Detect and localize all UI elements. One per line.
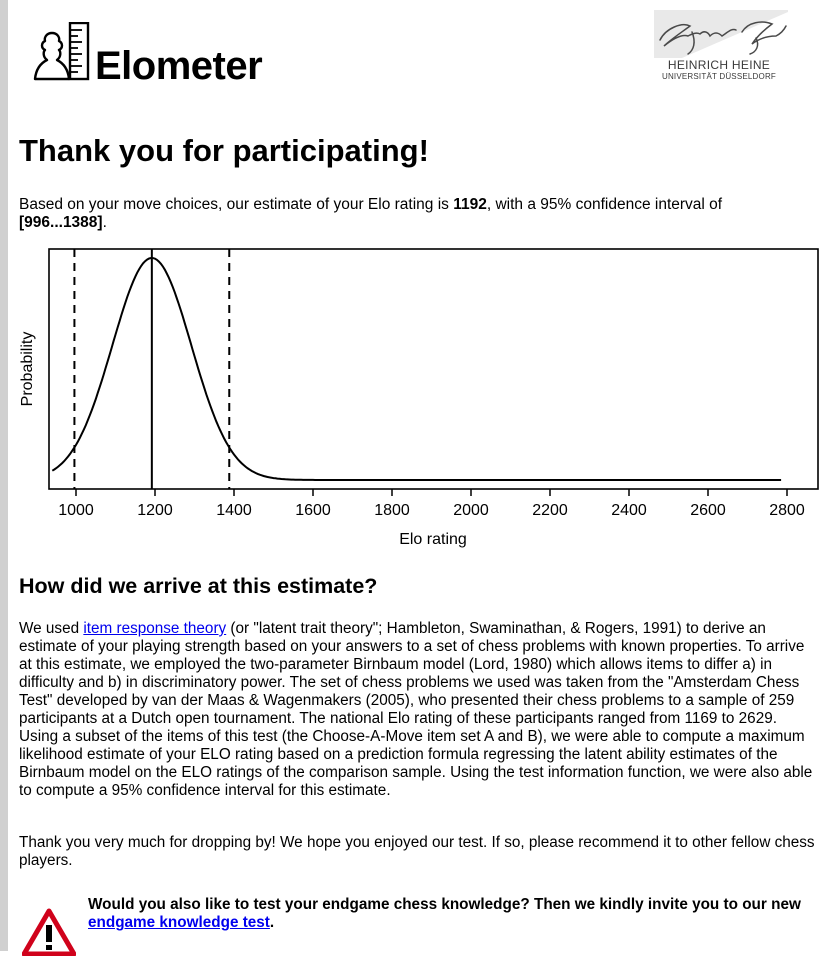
warning-icon xyxy=(22,908,76,956)
university-name: HEINRICH HEINE xyxy=(667,58,771,72)
estimate-text xyxy=(19,196,809,232)
estimate-middle: , with a 95% confidence interval of xyxy=(486,196,723,213)
x-tick-label: 2000 xyxy=(453,502,489,519)
confidence-interval-value: [996...1388] xyxy=(19,214,103,231)
estimate-prefix: Based on your move choices, our estimate of your Elo rating is xyxy=(19,196,454,213)
x-tick-label: 1000 xyxy=(58,502,94,519)
x-tick-label: 2800 xyxy=(769,502,805,519)
method-paragraph xyxy=(19,620,819,800)
x-tick-label: 1200 xyxy=(137,502,173,519)
x-axis-tick-labels xyxy=(58,502,805,519)
x-tick-label: 1600 xyxy=(295,502,331,519)
method-heading: How did we arrive at this estimate? xyxy=(19,574,378,598)
x-tick-label: 1400 xyxy=(216,502,252,519)
reference-lines xyxy=(74,249,229,489)
thanks-paragraph: Thank you very much for dropping by! We hope you enjoyed our test. If so, please recommend it to other fellow chess players. xyxy=(19,834,815,869)
logo-text: Elometer xyxy=(95,44,263,88)
signature-icon xyxy=(652,10,788,58)
probability-curve xyxy=(52,258,781,480)
endgame-test-link[interactable]: endgame knowledge test xyxy=(88,914,270,931)
invite-text: Would you also like to test your endgame chess knowledge? Then we kindly invite you to our new xyxy=(88,896,801,913)
x-tick-label: 2200 xyxy=(532,502,568,519)
plot-frame xyxy=(49,249,818,489)
x-tick-label: 1800 xyxy=(374,502,410,519)
y-axis-label: Probability xyxy=(19,331,36,407)
elo-estimate-value: 1192 xyxy=(453,196,487,213)
x-tick-label: 2400 xyxy=(611,502,647,519)
x-axis-label: Elo rating xyxy=(399,531,467,548)
page-title: Thank you for participating! xyxy=(19,133,429,168)
x-tick-label: 2600 xyxy=(690,502,726,519)
chess-pawn-ruler-icon xyxy=(33,22,93,82)
invite-suffix: . xyxy=(269,914,275,931)
university-subtitle: UNIVERSITÄT DÜSSELDORF xyxy=(661,72,777,81)
x-axis-ticks xyxy=(76,489,787,496)
endgame-invite xyxy=(88,896,808,932)
estimate-suffix: . xyxy=(102,214,107,231)
method-after-link: (or "latent trait theory"; Hambleton, Swaminathan, & Rogers, 1991) to derive an estimate of your playing strength based on your answers to a set of chess problems with known properties. To arrive at this estimate, we employed the two-parameter Birnbaum model (Lord, 1980) which allows items to differ a) in difficulty and b) in discriminatory power. The set of chess problems we used was taken from the "Amsterdam Chess Test" developed by van der Maas & Wagenmakers (2005), who presented their chess problems to a sample of 259 participants at a Dutch open tournament. The national Elo rating of these participants ranged from 1169 to 2629. Using a subset of the items of this test (the Choose-A-Move item set A and B), we were able to compute a maximum likelihood estimate of your ELO rating based on a prediction formula regressing the latent ability estimates of the Birnbaum model on the ELO ratings of the comparison sample. Using the test information function, we were also able to compute a 95% confidence interval for this estimate. xyxy=(19,620,813,799)
elo-probability-chart xyxy=(0,240,829,560)
university-logo[interactable] xyxy=(652,10,788,86)
method-before-link: We used xyxy=(19,620,84,637)
item-response-theory-link[interactable]: item response theory xyxy=(83,620,227,637)
